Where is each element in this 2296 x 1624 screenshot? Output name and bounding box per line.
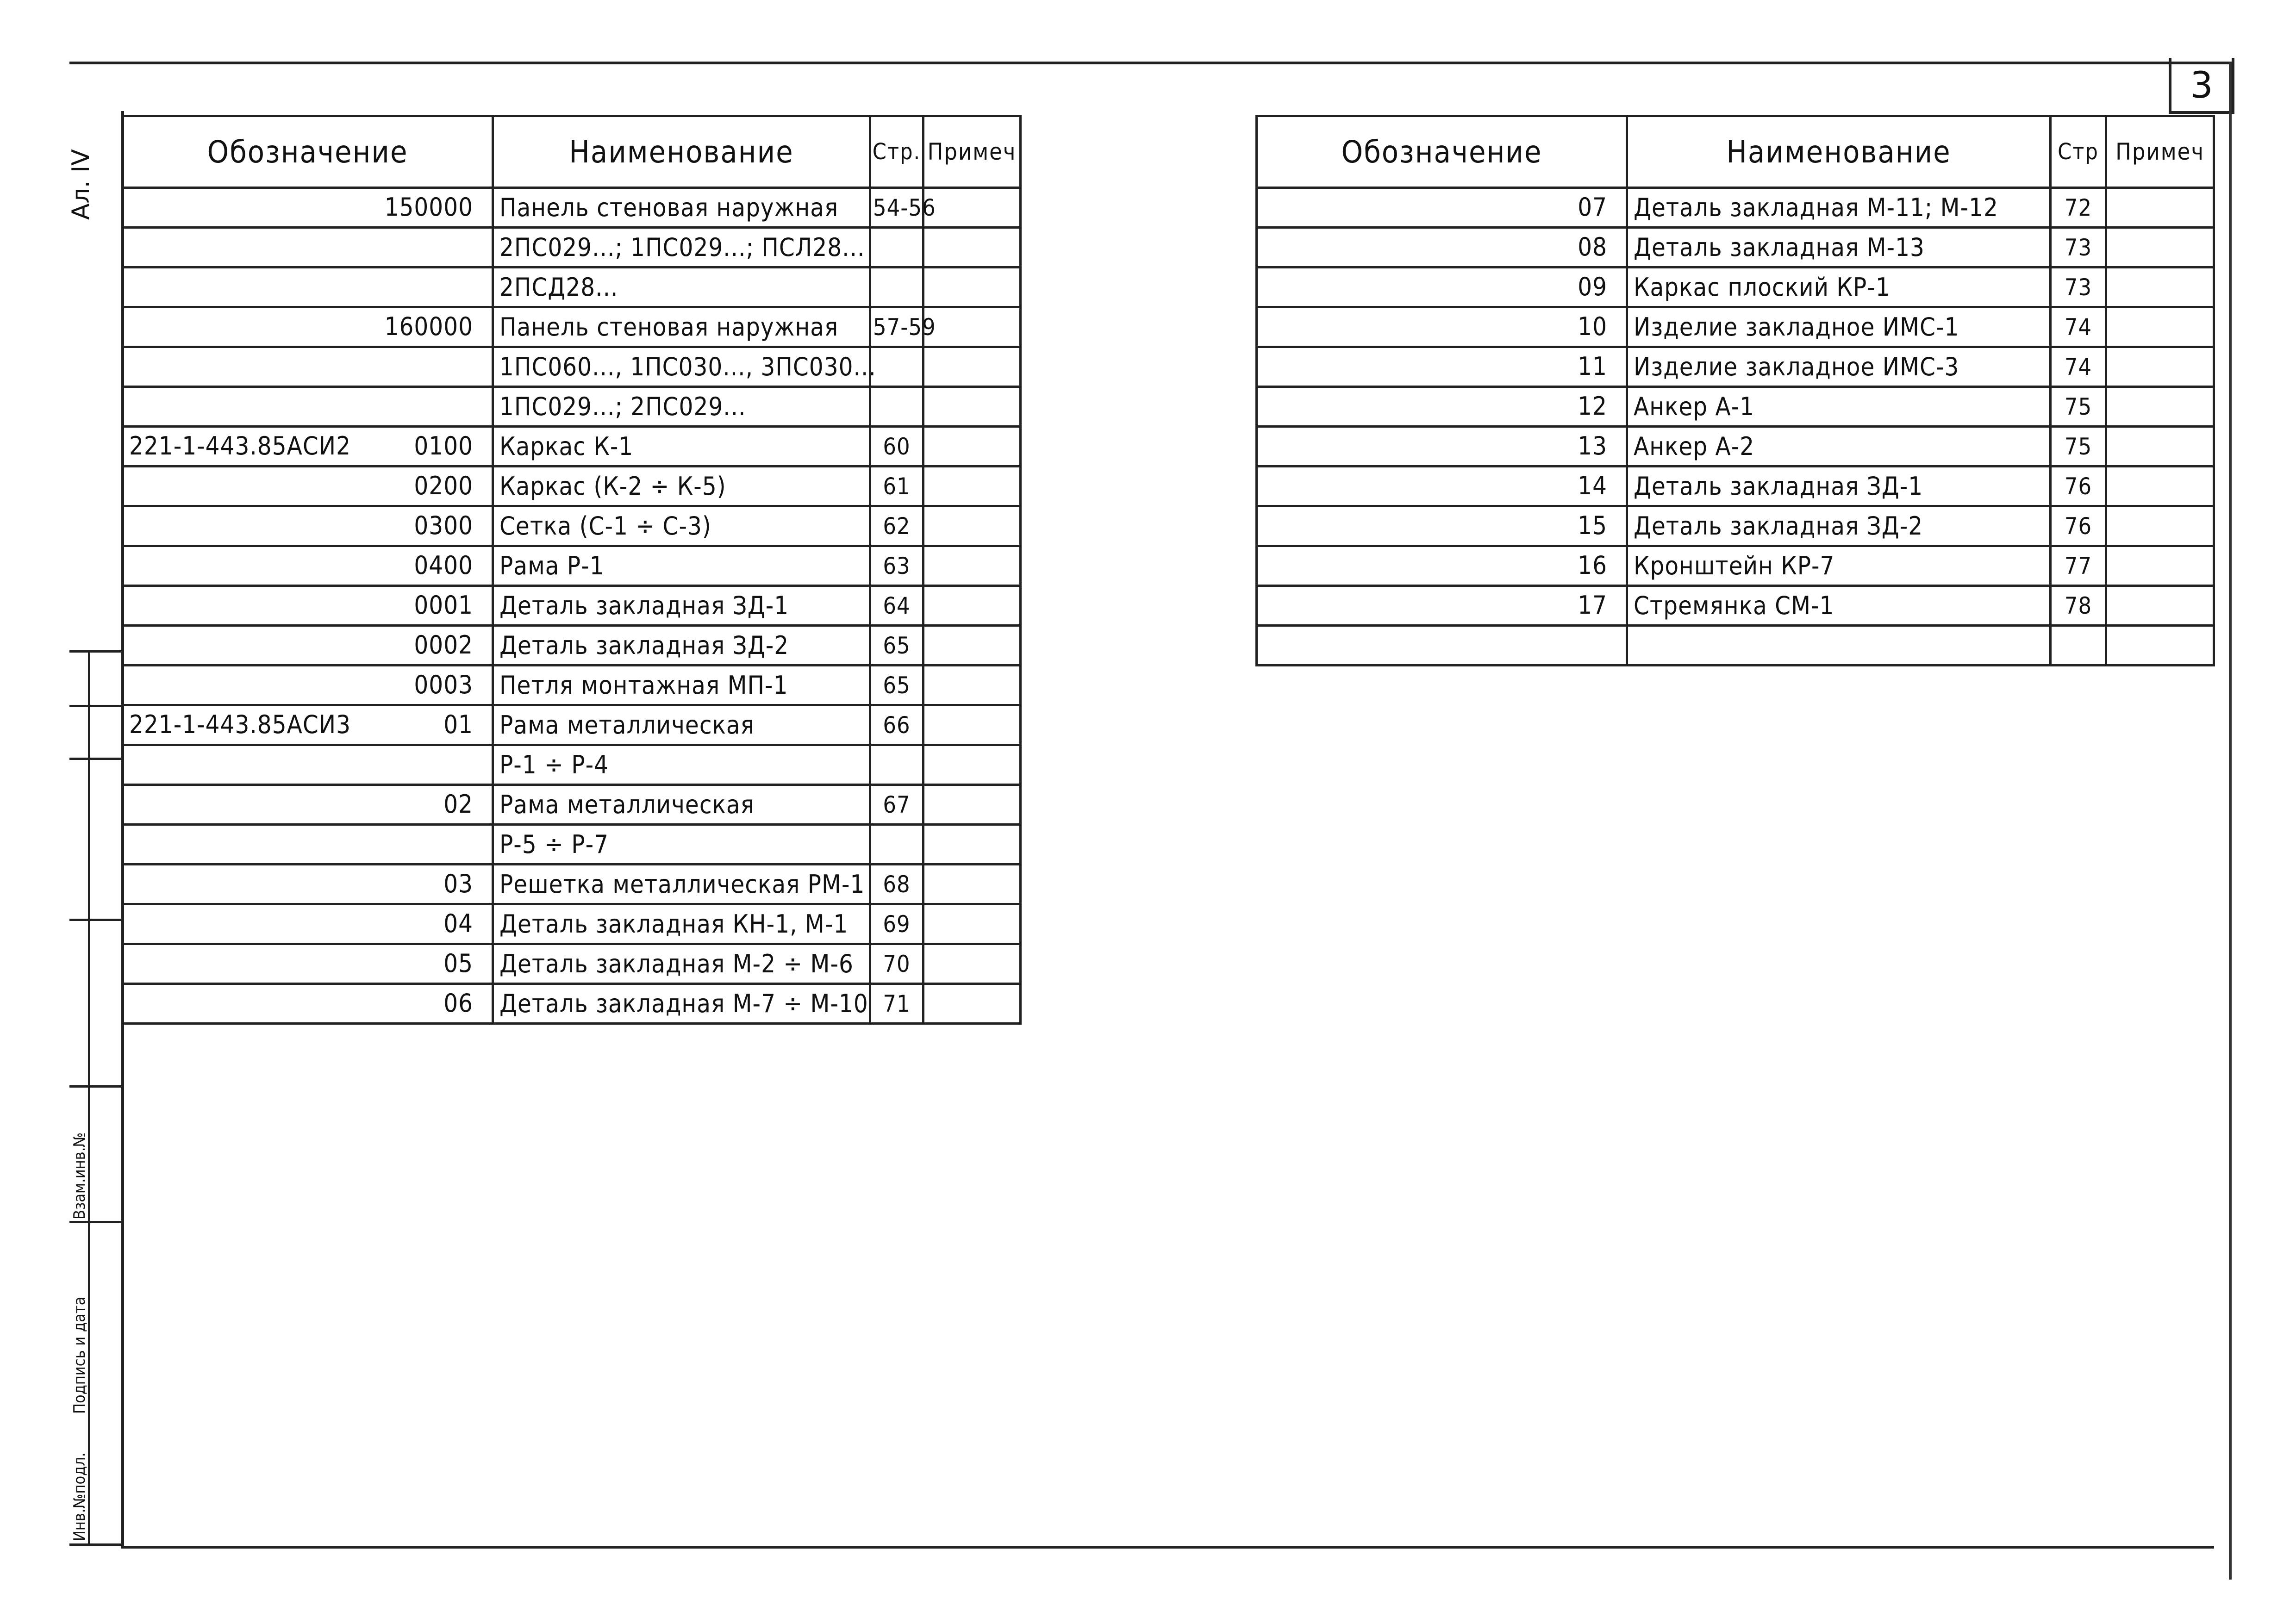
page-cell: 65 — [870, 666, 923, 705]
designation-cell — [123, 506, 493, 546]
page-cell — [870, 745, 923, 785]
name-cell — [1627, 626, 2051, 666]
table-row — [1257, 546, 2214, 586]
page-cell — [870, 268, 923, 307]
note-cell — [923, 506, 1021, 546]
header-note: Примеч — [923, 116, 1021, 188]
table-row — [123, 546, 1021, 586]
designation-cell — [123, 745, 493, 785]
page-cell: 64 — [870, 586, 923, 626]
designation-cell — [123, 307, 493, 347]
name-cell: Изделие закладное ИМС-3 — [1627, 347, 2051, 387]
designation-cell — [1257, 467, 1627, 506]
note-cell — [923, 666, 1021, 705]
page-cell: 74 — [2051, 347, 2106, 387]
note-cell — [923, 825, 1021, 865]
table-row — [1257, 307, 2214, 347]
page-cell: 54-56 — [870, 188, 923, 228]
page-cell: 62 — [870, 506, 923, 546]
table-header-row — [1257, 116, 2214, 188]
item-code: 150000 — [384, 193, 473, 222]
page-cell: 60 — [870, 427, 923, 467]
designation-cell — [123, 904, 493, 944]
designation-cell — [123, 228, 493, 268]
page-cell: 73 — [2051, 268, 2106, 307]
stamp-inv-no: Инв.№подл. — [70, 1452, 89, 1541]
document-code: 221-1-443.85АСИ3 — [129, 710, 351, 739]
item-code: 07 — [1578, 193, 1607, 222]
page-cell: 71 — [870, 984, 923, 1024]
designation-cell — [123, 188, 493, 228]
page-cell: 70 — [870, 944, 923, 984]
table-row — [123, 666, 1021, 705]
name-cell: Стремянка СМ-1 — [1627, 586, 2051, 626]
table-row — [123, 506, 1021, 546]
page-cell — [870, 825, 923, 865]
designation-cell — [123, 467, 493, 506]
table-row — [123, 268, 1021, 307]
name-cell: Деталь закладная ЗД-1 — [1627, 467, 2051, 506]
page-cell — [870, 387, 923, 427]
strip-rule — [69, 650, 121, 653]
page-number: 3 — [2190, 65, 2213, 106]
name-cell: Анкер А-2 — [1627, 427, 2051, 467]
designation-cell — [1257, 228, 1627, 268]
strip-rule — [69, 919, 121, 921]
designation-cell — [123, 268, 493, 307]
item-code: 09 — [1578, 272, 1607, 301]
name-cell: Деталь закладная ЗД-2 — [1627, 506, 2051, 546]
note-cell — [2106, 467, 2214, 506]
strip-rule — [69, 758, 121, 760]
note-cell — [2106, 347, 2214, 387]
name-cell: Рама металлическая — [493, 785, 870, 825]
table-row — [1257, 586, 2214, 626]
strip-rule — [69, 705, 121, 707]
table-row — [123, 944, 1021, 984]
table-row — [1257, 387, 2214, 427]
item-code: 14 — [1578, 471, 1607, 500]
name-cell: 1ПС029...; 2ПС029... — [493, 387, 870, 427]
contents-table-left — [121, 115, 1022, 1025]
designation-cell — [123, 865, 493, 904]
name-cell: Р-5 ÷ Р-7 — [493, 825, 870, 865]
note-cell — [923, 865, 1021, 904]
name-cell: Р-1 ÷ Р-4 — [493, 745, 870, 785]
note-cell — [2106, 188, 2214, 228]
table-row — [123, 427, 1021, 467]
designation-cell — [123, 347, 493, 387]
note-cell — [923, 188, 1021, 228]
table-row — [1257, 506, 2214, 546]
item-code: 04 — [443, 909, 473, 938]
table-row — [123, 785, 1021, 825]
page-cell: 78 — [2051, 586, 2106, 626]
page-cell: 75 — [2051, 427, 2106, 467]
page-number-box — [2169, 58, 2234, 114]
item-code: 160000 — [384, 312, 473, 341]
item-code: 05 — [443, 949, 473, 978]
note-cell — [923, 268, 1021, 307]
page-cell: 73 — [2051, 228, 2106, 268]
note-cell — [2106, 506, 2214, 546]
note-cell — [2106, 228, 2214, 268]
designation-cell — [1257, 188, 1627, 228]
note-cell — [923, 228, 1021, 268]
page-cell: 75 — [2051, 387, 2106, 427]
page-cell: 68 — [870, 865, 923, 904]
designation-cell — [1257, 387, 1627, 427]
name-cell: 1ПС060..., 1ПС030..., 3ПС030... — [493, 347, 870, 387]
note-cell — [923, 705, 1021, 745]
item-code: 0300 — [414, 511, 473, 540]
document-code: 221-1-443.85АСИ2 — [129, 431, 351, 460]
table-row — [123, 705, 1021, 745]
name-cell: Рама металлическая — [493, 705, 870, 745]
table-row — [123, 307, 1021, 347]
name-cell: Деталь закладная КН-1, М-1 — [493, 904, 870, 944]
page-cell: 66 — [870, 705, 923, 745]
table-row — [123, 586, 1021, 626]
top-border-line — [69, 62, 2231, 64]
item-code: 0200 — [414, 471, 473, 500]
designation-cell — [123, 785, 493, 825]
right-border-line — [2229, 62, 2232, 1580]
header-note: Примеч — [2106, 116, 2214, 188]
name-cell: Деталь закладная М-2 ÷ М-6 — [493, 944, 870, 984]
note-cell — [2106, 387, 2214, 427]
page-cell — [870, 347, 923, 387]
name-cell: Изделие закладное ИМС-1 — [1627, 307, 2051, 347]
note-cell — [923, 785, 1021, 825]
name-cell: 2ПС029...; 1ПС029...; ПСЛ28... — [493, 228, 870, 268]
note-cell — [2106, 268, 2214, 307]
page-cell: 69 — [870, 904, 923, 944]
designation-cell — [123, 546, 493, 586]
designation-cell — [1257, 347, 1627, 387]
name-cell: Деталь закладная М-11; М-12 — [1627, 188, 2051, 228]
table-row — [1257, 347, 2214, 387]
header-designation: Обозначение — [123, 116, 493, 188]
name-cell: Деталь закладная ЗД-1 — [493, 586, 870, 626]
designation-cell — [123, 944, 493, 984]
note-cell — [923, 467, 1021, 506]
designation-cell — [1257, 546, 1627, 586]
note-cell — [2106, 586, 2214, 626]
name-cell: Сетка (С-1 ÷ С-3) — [493, 506, 870, 546]
note-cell — [923, 904, 1021, 944]
page-cell — [870, 228, 923, 268]
page-cell: 63 — [870, 546, 923, 586]
note-cell — [2106, 307, 2214, 347]
item-code: 0100 — [414, 431, 473, 460]
left-table-body — [123, 188, 1021, 1024]
item-code: 16 — [1578, 551, 1607, 580]
page-cell: 77 — [2051, 546, 2106, 586]
table-row — [1257, 467, 2214, 506]
note-cell — [2106, 427, 2214, 467]
item-code: 0400 — [414, 551, 473, 580]
note-cell — [923, 347, 1021, 387]
name-cell: Деталь закладная ЗД-2 — [493, 626, 870, 666]
designation-cell — [1257, 586, 1627, 626]
note-cell — [2106, 546, 2214, 586]
strip-rule — [69, 1543, 121, 1546]
header-name: Наименование — [493, 116, 870, 188]
table-row — [123, 865, 1021, 904]
table-row — [123, 745, 1021, 785]
page-cell: 61 — [870, 467, 923, 506]
note-cell — [923, 427, 1021, 467]
item-code: 13 — [1578, 431, 1607, 460]
note-cell — [923, 626, 1021, 666]
stamp-replaced: Взам.инв.№ — [70, 1132, 89, 1220]
item-code: 15 — [1578, 511, 1607, 540]
table-row — [1257, 228, 2214, 268]
header-designation: Обозначение — [1257, 116, 1627, 188]
strip-rule — [69, 1085, 121, 1088]
name-cell: Каркас (К-2 ÷ К-5) — [493, 467, 870, 506]
page-cell: 74 — [2051, 307, 2106, 347]
designation-cell — [123, 984, 493, 1024]
designation-cell — [123, 705, 493, 745]
item-code: 03 — [443, 869, 473, 898]
page-cell: 57-59 — [870, 307, 923, 347]
table-row — [123, 984, 1021, 1024]
table-row — [123, 347, 1021, 387]
header-page: Стр — [2051, 116, 2106, 188]
page-cell: 76 — [2051, 467, 2106, 506]
table-row — [123, 904, 1021, 944]
name-cell: Решетка металлическая РМ-1 — [493, 865, 870, 904]
item-code: 10 — [1578, 312, 1607, 341]
right-table-body — [1257, 188, 2214, 666]
item-code: 0001 — [414, 591, 473, 620]
name-cell: Панель стеновая наружная — [493, 188, 870, 228]
name-cell: Панель стеновая наружная — [493, 307, 870, 347]
page-cell: 76 — [2051, 506, 2106, 546]
name-cell: Рама Р-1 — [493, 546, 870, 586]
note-cell — [923, 387, 1021, 427]
name-cell: 2ПСД28... — [493, 268, 870, 307]
name-cell: Деталь закладная М-13 — [1627, 228, 2051, 268]
strip-rule — [69, 1221, 121, 1223]
item-code: 12 — [1578, 392, 1607, 421]
table-row — [1257, 427, 2214, 467]
table-row — [1257, 188, 2214, 228]
designation-cell — [1257, 427, 1627, 467]
name-cell: Анкер А-1 — [1627, 387, 2051, 427]
table-header-row — [123, 116, 1021, 188]
item-code: 01 — [443, 710, 473, 739]
table-row — [1257, 626, 2214, 666]
designation-cell — [123, 626, 493, 666]
table-row — [123, 626, 1021, 666]
note-cell — [923, 944, 1021, 984]
sheet-label: Ал. IV — [67, 149, 95, 220]
note-cell — [923, 546, 1021, 586]
page-cell: 67 — [870, 785, 923, 825]
stamp-strip — [69, 650, 121, 1546]
note-cell — [2106, 626, 2214, 666]
page-cell — [2051, 626, 2106, 666]
designation-cell — [123, 387, 493, 427]
designation-cell — [123, 666, 493, 705]
item-code: 11 — [1578, 352, 1607, 381]
page-cell: 72 — [2051, 188, 2106, 228]
table-row — [1257, 268, 2214, 307]
designation-cell — [1257, 626, 1627, 666]
name-cell: Деталь закладная М-7 ÷ М-10 — [493, 984, 870, 1024]
item-code: 06 — [443, 989, 473, 1018]
note-cell — [923, 984, 1021, 1024]
designation-cell — [123, 825, 493, 865]
note-cell — [923, 307, 1021, 347]
designation-cell — [123, 586, 493, 626]
name-cell: Петля монтажная МП-1 — [493, 666, 870, 705]
table-row — [123, 467, 1021, 506]
item-code: 0002 — [414, 630, 473, 660]
table-row — [123, 188, 1021, 228]
header-name: Наименование — [1627, 116, 2051, 188]
contents-table-right — [1255, 115, 2215, 666]
page-cell: 65 — [870, 626, 923, 666]
item-code: 17 — [1578, 591, 1607, 620]
name-cell: Каркас плоский КР-1 — [1627, 268, 2051, 307]
item-code: 0003 — [414, 670, 473, 699]
note-cell — [923, 745, 1021, 785]
name-cell: Кронштейн КР-7 — [1627, 546, 2051, 586]
item-code: 02 — [443, 790, 473, 819]
table-row — [123, 825, 1021, 865]
table-row — [123, 228, 1021, 268]
designation-cell — [1257, 268, 1627, 307]
name-cell: Каркас К-1 — [493, 427, 870, 467]
designation-cell — [1257, 307, 1627, 347]
table-row — [123, 387, 1021, 427]
note-cell — [923, 586, 1021, 626]
designation-cell — [1257, 506, 1627, 546]
header-page: Стр. — [870, 116, 923, 188]
item-code: 08 — [1578, 232, 1607, 261]
designation-cell — [123, 427, 493, 467]
stamp-sign-date: Подпись и дата — [70, 1296, 89, 1414]
